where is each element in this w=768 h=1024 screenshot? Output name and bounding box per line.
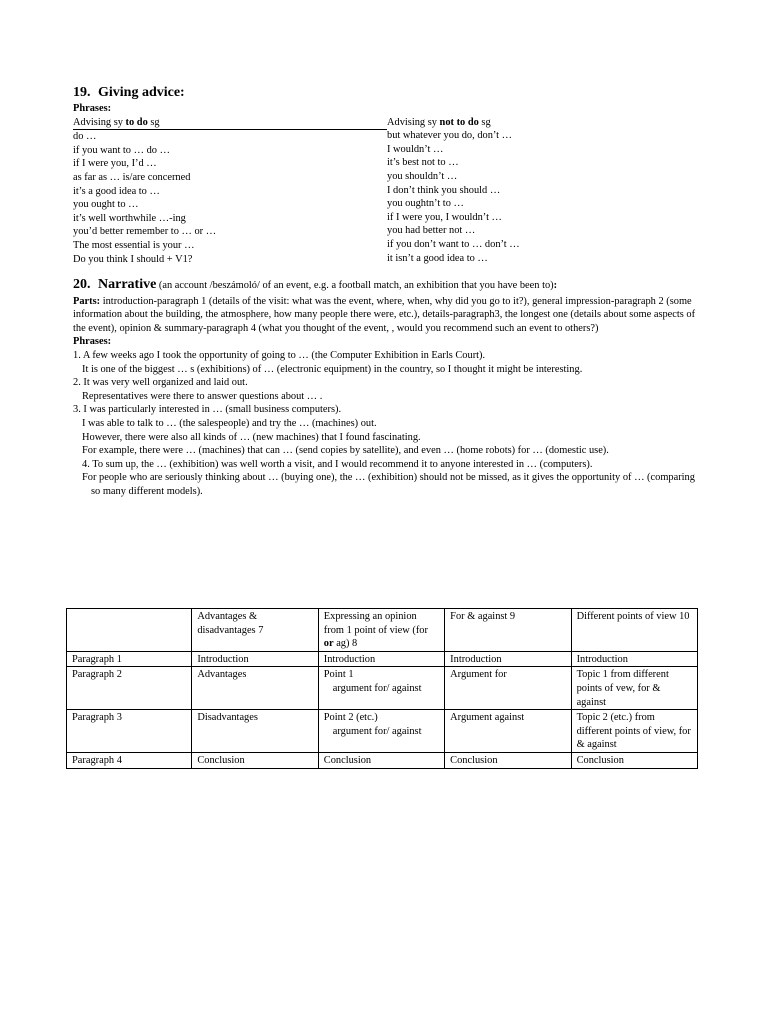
essay-structure-table — [66, 608, 698, 769]
table-cell: Conclusion — [445, 752, 571, 768]
header-bold: not to do — [439, 116, 479, 128]
advice-columns — [73, 116, 703, 266]
header-text: Expressing an opinion from 1 point of view (for — [323, 611, 428, 636]
table-cell: Introduction — [571, 651, 697, 667]
parts-label: Parts: — [73, 295, 101, 307]
header-text: Advising sy — [73, 116, 126, 128]
document-page — [73, 84, 703, 499]
header-bold: to do — [125, 116, 148, 128]
cell-line: Point 2 (etc.) — [323, 712, 378, 724]
table-row — [67, 752, 698, 768]
section-19-heading — [73, 84, 703, 102]
table-cell: Disadvantages — [192, 710, 318, 753]
parts-paragraph — [73, 295, 703, 336]
list-item: it’s a good idea to … — [73, 185, 160, 197]
phrase-sub: For people who are seriously thinking about … (buying one), the … (exhibition) should not be missed, as it gives the opportunity of … (comparing so many different models). — [82, 472, 695, 497]
cell-subline: argument for/ against — [332, 725, 422, 737]
table-row — [67, 710, 698, 753]
advice-not-do-header — [387, 116, 687, 130]
list-item: Do you think I should + V1? — [73, 253, 193, 265]
table-header-cell — [318, 609, 444, 652]
list-item: you ought to … — [73, 199, 139, 211]
phrase-sub: I was able to talk to … (the salespeople) and try the … (machines) out. — [82, 417, 377, 429]
list-item: if you don’t want to … don’t … — [387, 238, 520, 250]
section-20 — [73, 276, 703, 499]
advice-do-column — [73, 116, 373, 267]
table-header-cell: Advantages & disadvantages 7 — [192, 609, 318, 652]
table-cell: Introduction — [445, 651, 571, 667]
table-cell: Argument for — [445, 667, 571, 710]
table-cell: Advantages — [192, 667, 318, 710]
phrase-sub: For example, there were … (machines) that can … (send copies by satellite), and even … (home robots) for … (domestic use). — [82, 445, 609, 457]
list-item: if you want to … do … — [73, 144, 170, 156]
table-cell — [318, 710, 444, 753]
table-cell: Paragraph 3 — [67, 710, 192, 753]
phrase-sub: It is one of the biggest … s (exhibitions) of … (electronic equipment) in the country, so I thought it might be interesting. — [82, 363, 583, 375]
table-cell: Paragraph 2 — [67, 667, 192, 710]
section-number: 20. — [73, 276, 91, 292]
list-item: I wouldn’t … — [387, 143, 444, 155]
parts-text: introduction-paragraph 1 (details of the visit: what was the event, where, when, why did you go to it?), general impression-paragraph 2 (some information about the building, the atmosphere, how many people there were, etc.), details-paragraph3, the longest one (details about some aspects of the event), opinion & summary-paragraph 4 (what you thought of the event, , would you recommend such an event to others?) — [73, 295, 696, 334]
table-header-cell: Different points of view 10 — [571, 609, 697, 652]
list-item: it’s well worthwhile …-ing — [73, 212, 186, 224]
section-title-note: (an account /beszámoló/ of an event, e.g. a football match, an exhibition that you have been to) — [156, 279, 554, 291]
table-cell: Paragraph 4 — [67, 752, 192, 768]
table-cell: Conclusion — [192, 752, 318, 768]
cell-subline: argument for/ against — [332, 682, 422, 694]
table-cell: Argument against — [445, 710, 571, 753]
table-row — [67, 667, 698, 710]
phrase-sub: Representatives were there to answer questions about … . — [82, 390, 323, 402]
table-header-row — [67, 609, 698, 652]
section-number: 19. — [73, 85, 91, 100]
phrases-label: Phrases: — [73, 103, 112, 114]
cell-line: Point 1 — [323, 669, 354, 681]
list-item: you’d better remember to … or … — [73, 226, 217, 238]
table-cell: Topic 2 (etc.) from different points of view, for & against — [571, 710, 697, 753]
table-cell: Conclusion — [318, 752, 444, 768]
table-header-cell: For & against 9 — [445, 609, 571, 652]
list-item: The most essential is your … — [73, 239, 195, 251]
header-text: ag) 8 — [333, 638, 358, 650]
table-cell — [67, 609, 192, 652]
header-text: sg — [147, 116, 160, 128]
list-item: it isn’t a good idea to … — [387, 252, 488, 264]
section-title: Narrative — [98, 276, 157, 292]
table-row — [67, 651, 698, 667]
list-item: if I were you, I wouldn’t … — [387, 211, 502, 223]
list-item: do … — [73, 131, 97, 143]
list-item: I don’t think you should … — [387, 184, 501, 196]
list-item: you oughtn’t to … — [387, 198, 464, 210]
phrase-item-1: 1. A few weeks ago I took the opportunity of going to … (the Computer Exhibition in Earls Court). — [73, 349, 486, 361]
list-item: it’s best not to … — [387, 157, 459, 169]
list-item: you had better not … — [387, 225, 476, 237]
phrase-item-3: 3. I was particularly interested in … (small business computers). — [73, 404, 342, 416]
table-cell: Introduction — [192, 651, 318, 667]
list-item: you shouldn’t … — [387, 170, 458, 182]
phrase-item-4: 4. To sum up, the … (exhibition) was well worth a visit, and I would recommend it to anyone interested in … (computers). — [82, 458, 593, 470]
list-item: if I were you, I’d … — [73, 158, 157, 170]
table-cell — [318, 667, 444, 710]
advice-do-header — [73, 116, 387, 131]
phrases-label: Phrases: — [73, 336, 112, 348]
advice-not-do-column — [387, 116, 687, 266]
section-title-colon: : — [553, 279, 558, 291]
header-bold: or — [323, 638, 334, 650]
section-20-heading — [73, 276, 703, 295]
section-title: Giving advice: — [98, 85, 185, 100]
header-text: sg — [478, 116, 491, 128]
table-cell: Introduction — [318, 651, 444, 667]
list-item: as far as … is/are concerned — [73, 171, 191, 183]
phrase-item-2: 2. It was very well organized and laid out. — [73, 377, 248, 389]
header-text: Advising sy — [387, 116, 440, 128]
table-cell: Paragraph 1 — [67, 651, 192, 667]
phrase-sub: However, there were also all kinds of … (new machines) that I found fascinating. — [82, 431, 421, 443]
table-cell: Conclusion — [571, 752, 697, 768]
table-cell: Topic 1 from different points of vew, for & against — [571, 667, 697, 710]
list-item: but whatever you do, don’t … — [387, 130, 513, 142]
